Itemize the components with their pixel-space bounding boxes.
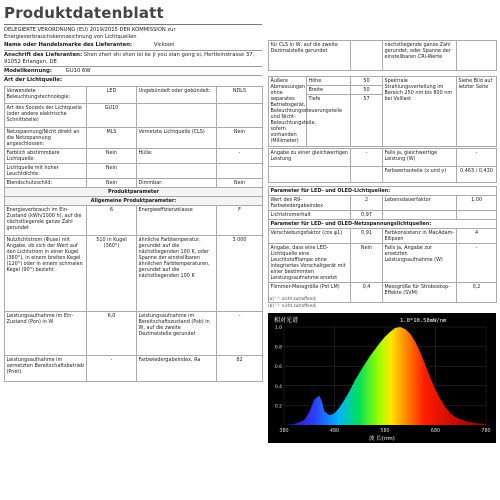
divider [4,66,262,67]
row-value [351,167,383,183]
row-label: Messgröße für Stroboskop-Effekte (SVM) [383,283,457,303]
table-row [5,104,263,128]
dimensions-label: Äußere Abmessungen ohne separates Betriebsgerät, Beleuchtungssteuerungsteile und Nicht-Beleuchtungsteile, sofern vorhanden (Millimeter) [269,77,307,147]
x-axis-label: 波 长(nm) [369,436,395,442]
row-value: 3 000 [217,236,263,312]
table-row [5,206,263,236]
row-label: Verschiebungsfaktor (cos φ1) [269,229,351,244]
spectral-label: Spektrale Strahlungsverteilung im Bereich 250 nm bis 800 nm bei Volllast [383,77,457,147]
table-row [269,211,497,220]
y-tick-label: 0.8 [274,345,282,351]
y-tick-label: 0.2 [274,404,282,410]
section-net: Parameter für LED- und OLED-Netzspannungslichtquellen: [269,220,497,229]
row-label: Lebensdauerfaktor [383,196,457,211]
row-value: - [457,149,497,167]
supplier-line [4,42,262,49]
row-value: 0,4 [351,283,383,303]
type-label: Art der Lichtquelle: [4,77,63,83]
row-label: Hülle: [137,149,217,164]
table-row [5,312,263,356]
row-label: Falls ja, gleichwertige Leistung (W) [383,149,457,167]
row-value: Nein [87,179,137,188]
row-value [217,164,263,179]
row-label: Leistungsaufnahme im Ein-Zustand (Pon) in W [5,312,87,356]
row-label: Farblich abstimmbare Lichtquelle: [5,149,87,164]
row-value: Nein [87,164,137,179]
row-label: Energieverbrauch im Ein-Zustand (kWh/1000 h), auf die nächstliegende ganze Zahl gerundet [5,206,87,236]
dim-value: 57 [351,95,383,147]
address-label: Anschrift des Lieferanten: [4,52,83,58]
row-label: Blendschutzschild: [5,179,87,188]
row-label: Nutzlichtstrom (Φuse) mit Angabe, ob sich der Wert auf den Lichtstrom in einer Kugel (360°), in einem breiten Kegel (120°) oder in einem schmalen Kegel (90°) bezieht [5,236,87,312]
model-line [4,68,262,75]
footnote: (b) '-': nicht zutreffend; [268,303,317,308]
empty-cell [351,41,383,71]
row-value: - [87,356,137,382]
chart-title: 相对光谱 [274,317,299,324]
row-label: Angabe, dass eine LED-Lichtquelle eine Leuchtstofflampe ohne integriertes Vorschaltgerät mit einer bestimmten Leistungsaufnahme ersetzt [269,244,351,283]
row-label: Verwendete Beleuchtungstechnologie: [5,87,87,104]
row-value: 82 [217,356,263,382]
row-value: - [217,149,263,164]
dim-key: Tiefe [307,95,351,147]
table-row [5,236,263,312]
row-value: - [217,312,263,356]
regulation-text: DELEGIERTE VERORDNUNG (EU) 2019/2015 DER KOMMISSION zur Energieverbrauchskennzeichnung von Lichtquellen [4,27,176,40]
table-row [269,167,497,183]
dim-key: Breite [307,86,351,95]
row-label: Falls ja, Angabe zur ersetzten Leistungsaufnahme (W) [383,244,457,283]
table-row [5,128,263,149]
y-tick-label: 1.0 [274,326,282,331]
section-row [269,220,497,229]
divider [4,50,262,51]
row-value: 1,00 [457,196,497,211]
dim-value: 50 [351,77,383,86]
row-value: Nein [217,128,263,149]
row-label: Leistungsaufnahme im vernetzten Bereitschaftsbetrieb (Pnet) [5,356,87,382]
row-label [137,164,217,179]
table-row [269,229,497,244]
row-label: Vernetzte Lichtquelle (CLS) [137,128,217,149]
row-value: 6,0 [87,312,137,356]
row-value: 0,97 [351,211,383,220]
row-label: Art des Sockels der Lichtquelle (oder andere elektrische Schnittstelle) [5,104,87,128]
spectral-value: Siehe Bild auf letzter Seite [457,77,497,147]
table-row [269,149,497,167]
x-tick-label: 480 [329,429,340,434]
led-params-table [268,186,497,303]
row-value: MLS [87,128,137,149]
row-value: GU10 [87,104,137,128]
row-value: 4 [457,229,497,244]
row-label: Wert des R9-Farbwiedergabeindex [269,196,351,211]
row-label: Energieeffizienzklasse [137,206,217,236]
row-value: Nein [87,149,137,164]
y-tick-label: 0.6 [274,365,282,371]
y-tick-label: 0.4 [274,384,282,390]
row-label: Lichtquelle mit hoher Leuchtdichte: [5,164,87,179]
table-row [5,356,263,382]
model-value: GU10 6W [65,68,91,74]
section-product: Produktparameter [5,188,263,197]
cri-continuation: nächstliegende ganze Zahl gerundet, oder Spanne der einstellbaren CRI-Werte [383,41,457,71]
row-label: Leistungsaufnahme im Bereitschaftszustand (Psb) in W, auf die zweite Dezimalstelle gerundet [137,312,217,356]
light-source-table [4,86,263,382]
section-row [5,188,263,197]
row-value: 0,2 [457,283,497,303]
table-row [269,41,497,71]
empty-cell [457,41,497,71]
row-value: 6 [87,206,137,236]
row-label [269,167,351,183]
section-general: Allgemeine Produktparameter: [5,197,263,206]
model-label: Modellkennung: [4,68,52,74]
supplier-value: Vickoon [153,42,175,48]
spectrum-svg [268,313,496,443]
chart-annotation: 1.0*10.58mW/nm [400,318,447,324]
row-value: 2 [351,196,383,211]
row-value: - [457,244,497,283]
row-label [383,211,457,220]
row-value: LED [87,87,137,104]
row-value: - [351,149,383,167]
footnote: (a) '-': nicht zutreffend; [268,296,317,301]
row-label: Flimmer-Messgröße (Pst LM) [269,283,351,303]
table-row [269,244,497,283]
row-value: 0,463 / 0,430 [457,167,497,183]
row-label: Farbkonsistenz in MacAdam-Ellipsen [383,229,457,244]
page-title: Produktdatenblatt [4,4,164,22]
row-label [137,104,217,128]
section-row [5,197,263,206]
supplier-label: Name oder Handelsmarke des Lieferanten: [4,42,133,48]
table-row [5,149,263,164]
title-divider [4,24,262,25]
equivalent-table [268,148,497,183]
table-row [269,196,497,211]
table-row [5,179,263,188]
x-tick-label: 780 [481,429,491,434]
row-label: Netzspannung/Nicht direkt an die Netzspannung angeschlossen: [5,128,87,149]
x-tick-label: 580 [380,429,390,434]
row-label: Ungebündelt oder gebündelt: [137,87,217,104]
row-value: Nein [351,244,383,283]
row-value [217,104,263,128]
section-row [269,187,497,196]
row-label: Lichtstromerhalt [269,211,351,220]
row-label: Farbwiedergabeindex, Ra [137,356,217,382]
table-row [269,77,497,86]
x-tick-label: 380 [279,429,289,434]
x-tick-label: 680 [430,429,441,434]
dimensions-table [268,76,497,147]
cri-continuation-table [268,40,497,71]
row-label: ähnliche Farbtemperatur, gerundet auf die nächstliegenden 100 K, oder Spanne der einstellbaren ähnlichen Farbtemperaturen, gerundet auf die nächstliegenden 100 K [137,236,217,312]
table-row [5,87,263,104]
table-row [5,164,263,179]
row-value [457,211,497,220]
row-label: Farbwertanteile (x und y) [383,167,457,183]
dim-value: 50 [351,86,383,95]
dim-key: Höhe [307,77,351,86]
address-line [4,52,262,65]
row-value: F [217,206,263,236]
spectrum-area [284,327,486,425]
row-value: 0,91 [351,229,383,244]
row-value: Nein [217,179,263,188]
section-led: Parameter für LED- und OLED-Lichtquellen: [269,187,497,196]
divider [4,75,262,76]
row-value: NDLS [217,87,263,104]
row-label: Angabe zu einer gleichwertigen Leistung [269,149,351,167]
row-label: Dimmbar: [137,179,217,188]
address-value: Shen zhen shi shen lei ke ji you xian gong si, Hertleinstrasse 37, 91052 Erlangen, DE [4,52,255,65]
standby-continuation: für CLS in W, auf die zweite Dezimalstelle gerundet [269,41,351,71]
spectrum-chart [268,313,496,443]
type-line [4,77,262,84]
row-value: 510 in Kugel (360°) [87,236,137,312]
